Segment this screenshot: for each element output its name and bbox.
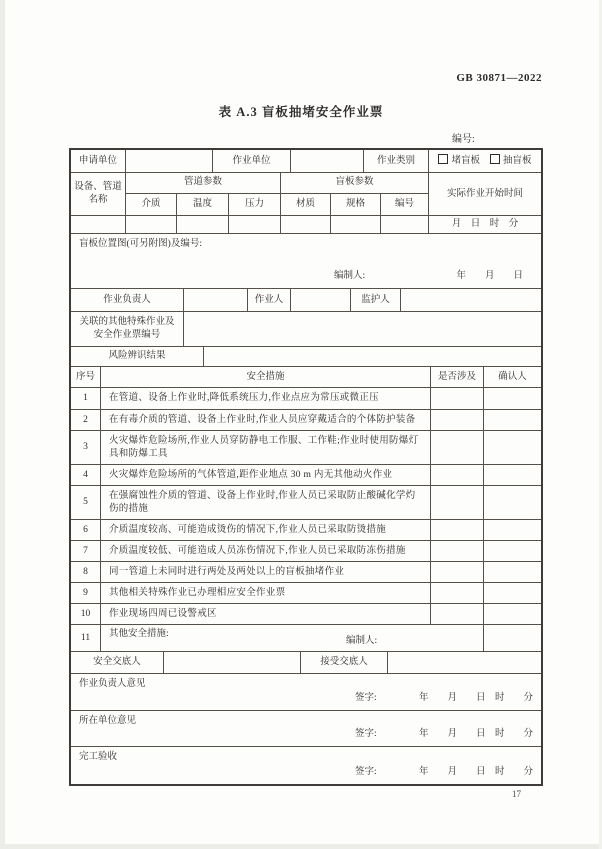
measures-preparer-label: 编制人: [346,636,378,647]
measure-text: 作业现场四周已设警戒区 [101,604,431,624]
measure-text: 火灾爆炸危险场所的气体管道,距作业地点 30 m 内无其他动火作业 [101,465,431,485]
measure-text: 同一管道上未同时进行两处及两处以上的盲板抽堵作业 [101,562,431,582]
measure-involved-cell [431,562,484,582]
worker-value [291,289,351,311]
responsible-opinion-section [71,674,541,711]
measure-no: 3 [71,431,101,464]
measure-no: 1 [71,388,101,409]
measure-text: 介质温度较高、可能造成烫伤的情况下,作业人员已采取防烫措施 [101,520,431,540]
header-row-values [71,216,541,234]
form-table [69,148,543,786]
measure-confirmer-cell [484,465,541,485]
measure-no: 2 [71,410,101,430]
blind-params-label: 盲板参数 [335,177,374,188]
pressure-value [229,216,281,233]
blind-location-label: 盲板位置图(可另附图)及编号: [79,239,202,249]
measure-text: 在有毒介质的管道、设备上作业时,作业人员应穿戴适合的个体防护装备 [101,410,431,430]
applicant-unit-value [126,150,213,172]
risk-result-label: 风险辨识结果 [71,347,204,366]
unit-opinion-section [71,711,541,747]
scan-edge-left [0,0,5,849]
start-time-format: 月 日 时 分 [451,219,519,230]
measure-no: 6 [71,520,101,540]
sign-label: 签字: [355,729,377,740]
measure-row [71,410,541,431]
work-category-options [429,150,541,172]
completion-acceptance-label: 完工验收 [79,752,118,762]
sign-date-format: 年 月 日 时 分 [418,729,533,740]
measure-confirmer-cell [484,604,541,624]
spec-value [331,216,381,233]
sign-line [71,766,541,779]
pipe-params-label: 管道参数 [126,173,281,193]
responsible-person-label: 作业负责人 [71,289,184,311]
sign-line [71,728,541,741]
extract-blind-option: 抽盲板 [490,154,532,168]
measure-no: 8 [71,562,101,582]
measure-text: 介质温度较低、可能造成人员冻伤情况下,作业人员已采取防冻伤措施 [101,541,431,561]
col-confirmer-header: 确认人 [498,371,527,382]
measure-involved-cell [431,465,484,485]
standard-code: GB 30871—2022 [456,72,542,84]
risk-result-value [204,347,541,366]
sign-date-format: 年 月 日 时 分 [418,767,533,778]
work-unit-label: 作业单位 [213,150,291,172]
pressure-label: 压力 [229,194,281,215]
header-row-units [71,150,541,173]
related-permits-value [184,312,541,346]
preparer-date-format: 年 月 日 [456,271,523,282]
measure-text: 其他相关特殊作业已办理相应安全作业票 [101,583,431,603]
measure-involved-cell [431,583,484,603]
measure-involved-cell [431,520,484,540]
measure-no: 10 [71,604,101,624]
unit-opinion-label: 所在单位意见 [79,716,137,726]
medium-value [126,216,177,233]
briefing-receiver-value [388,652,541,673]
measure-confirmer-cell [484,625,541,651]
measure-row [71,486,541,520]
measure-row [71,541,541,562]
material-label: 材质 [281,194,331,215]
other-measures-cell [101,625,484,651]
checkbox-plug-blind-icon [438,154,448,164]
responsible-opinion-label: 作业负责人意见 [79,679,146,689]
actual-start-time-label: 实际作业开始时间 [446,188,523,199]
briefing-row [71,652,541,674]
material-value [281,216,331,233]
measure-confirmer-cell [484,431,541,464]
responsible-person-value [184,289,248,311]
measure-text: 在管道、设备上作业时,降低系统压力,作业点应为常压或微正压 [101,388,431,409]
measures-header-row [71,367,541,388]
measure-no: 11 [71,625,101,651]
medium-label: 介质 [126,194,177,215]
measure-confirmer-cell [484,583,541,603]
measure-text: 火灾爆炸危险场所,作业人员穿防静电工作服、工作鞋;作业时使用防爆灯具和防爆工具 [101,431,431,464]
col-measure-header: 安全措施 [101,367,431,387]
measure-row [71,465,541,486]
page-title: 表 A.3 盲板抽堵安全作业票 [218,105,384,119]
guardian-value [401,289,541,311]
measure-involved-cell [431,431,484,464]
sign-label: 签字: [355,693,377,704]
measure-involved-cell [431,486,484,519]
device-pipe-name-label: 设备、管道名称 [71,173,126,215]
work-category-label: 作业类别 [364,150,429,172]
sign-date-format: 年 月 日 时 分 [418,693,533,704]
measure-involved-cell [431,604,484,624]
measure-row-other [71,625,541,652]
blind-no-label: 编号 [394,198,414,209]
measure-no: 7 [71,541,101,561]
measure-confirmer-cell [484,410,541,430]
measure-no: 5 [71,486,101,519]
measure-row [71,583,541,604]
temperature-value [177,216,229,233]
measure-row [71,520,541,541]
form-number-label: 编号: [452,134,475,145]
col-involved-header: 是否涉及 [431,367,484,387]
measure-involved-cell [431,541,484,561]
blind-no-value [381,216,429,233]
spec-label: 规格 [331,194,381,215]
measure-confirmer-cell [484,388,541,409]
page-number: 17 [512,789,521,799]
scan-edge-bottom [0,844,602,849]
sign-line [71,692,541,705]
blind-location-section [71,234,541,289]
related-permits-label: 关联的其他特殊作业及安全作业票编号 [71,312,184,346]
briefing-giver-value [164,652,301,673]
persons-row [71,289,541,312]
completion-acceptance-section [71,747,541,784]
measure-row [71,562,541,583]
measure-involved-cell [431,410,484,430]
worker-label: 作业人 [248,289,291,311]
measure-confirmer-cell [484,562,541,582]
preparer-label: 编制人: [334,271,366,282]
temperature-label: 温度 [177,194,229,215]
applicant-unit-label: 申请单位 [71,150,126,172]
checkbox-extract-blind-icon [490,154,500,164]
header-row-params [71,173,541,216]
measure-confirmer-cell [484,520,541,540]
measure-no: 9 [71,583,101,603]
measure-no: 4 [71,465,101,485]
plug-blind-option: 堵盲板 [438,154,480,168]
measure-confirmer-cell [484,541,541,561]
measure-text: 在强腐蚀性介质的管道、设备上作业时,作业人员已采取防止酸碱化学灼伤的措施 [101,486,431,519]
device-pipe-name-value [71,216,126,233]
measure-row [71,604,541,625]
briefing-receiver-label: 接受交底人 [301,652,388,673]
measure-row [71,431,541,465]
risk-result-row [71,347,541,367]
measure-confirmer-cell [484,486,541,519]
guardian-label: 监护人 [351,289,401,311]
sign-label: 签字: [355,767,377,778]
measure-row [71,388,541,410]
work-unit-value [291,150,364,172]
related-permits-row [71,312,541,347]
col-no-header: 序号 [71,367,101,387]
other-measures-label: 其他安全措施: [109,629,169,639]
briefing-giver-label: 安全交底人 [71,652,164,673]
location-preparer-line [71,270,541,283]
measure-involved-cell [431,388,484,409]
